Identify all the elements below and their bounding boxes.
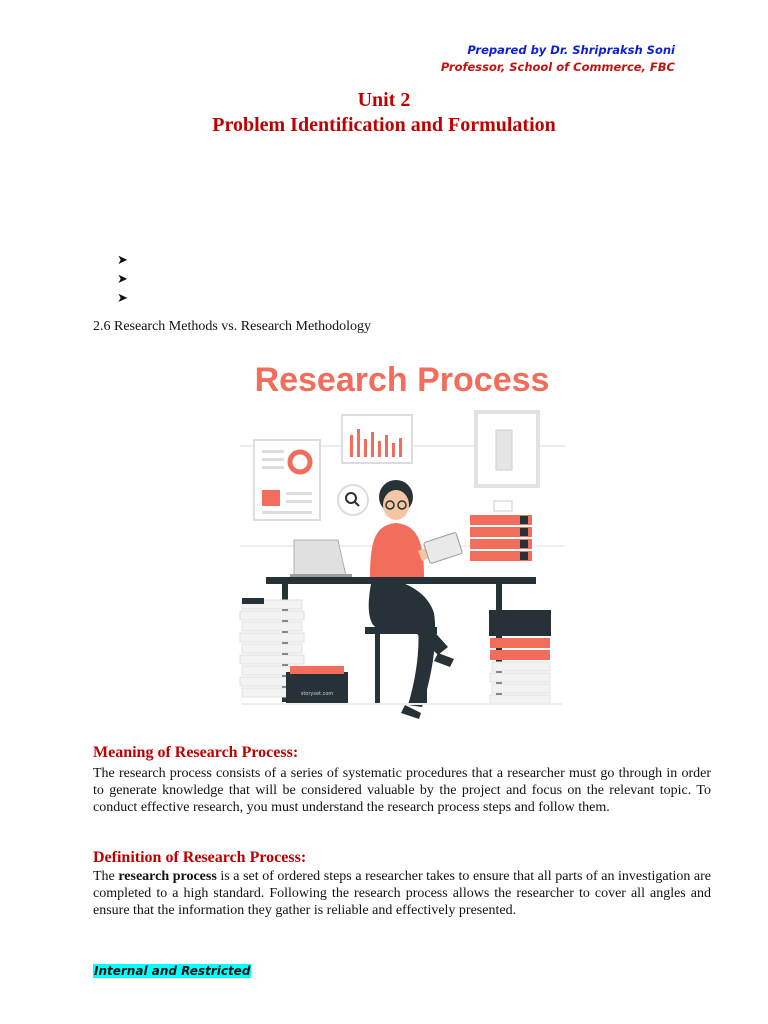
arrow-bullet-icon: ➤ (117, 252, 128, 267)
definition-heading: Definition of Research Process: (93, 849, 307, 866)
bar-chart-poster-icon (342, 415, 412, 463)
file-box-icon (286, 666, 348, 704)
illustration-credit: storyset.com (300, 691, 334, 697)
unit-title: Unit 2 (357, 89, 411, 111)
binder-stack-icon (470, 501, 532, 561)
definition-term: research process (118, 869, 217, 884)
illustration-title: Research Process (254, 361, 550, 399)
paper-stack-right (489, 610, 551, 704)
arrow-bullet-icon: ➤ (117, 271, 128, 286)
search-icon (338, 485, 368, 515)
definition-paragraph (93, 868, 711, 919)
bullet-list (117, 250, 128, 307)
affiliation: Professor, School of Commerce, FBC (440, 60, 675, 74)
list-item (117, 250, 128, 269)
report-poster-icon (254, 440, 320, 520)
definition-text: is a set of ordered steps a researcher takes to ensure that all parts of an investigation are completed to a high standard. Following the research process allows the researcher to cover all angles and ensure that the information they gather is reliable and effectively presented. (93, 869, 712, 918)
meaning-paragraph: The research process consists of a series of systematic procedures that a researcher must go through in order to generate knowledge that will be considered valuable by the project and focus on the relevant topic. To conduct effective research, you must understand the research process steps and follow them. (93, 766, 711, 815)
research-process-illustration (230, 355, 575, 730)
classification-label: Internal and Restricted (94, 964, 251, 978)
meaning-heading: Meaning of Research Process: (93, 744, 299, 761)
researcher-figure (369, 480, 463, 719)
unit-subtitle: Problem Identification and Formulation (212, 114, 556, 136)
frame-icon (476, 412, 538, 486)
arrow-bullet-icon: ➤ (117, 290, 128, 305)
definition-lead: The (93, 869, 119, 884)
section-heading: 2.6 Research Methods vs. Research Methodology (93, 319, 371, 334)
prepared-by: Prepared by Dr. Shripraksh Soni (467, 43, 675, 57)
list-item (117, 288, 128, 307)
list-item (117, 269, 128, 288)
